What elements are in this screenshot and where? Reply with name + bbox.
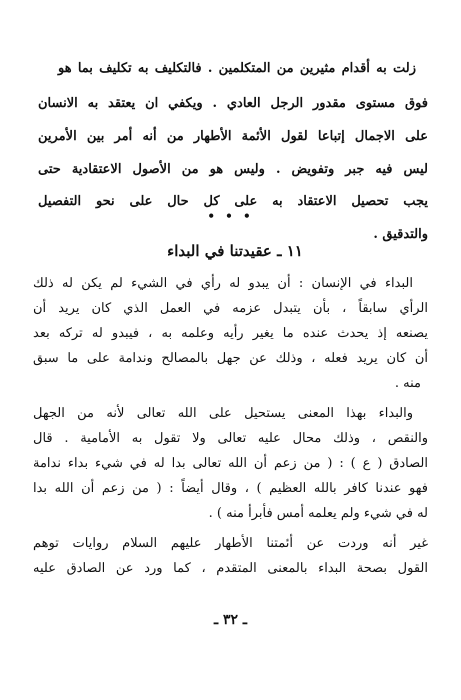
paragraph3-line3: الصادق ( ع ) : ( من زعم أن الله تعالى بدا له في شيء بداء ندامة <box>33 456 428 471</box>
paragraph1-line2: فوق مستوى مقدور الرجل العادي . ويكفي ان يعتقد به الانسان <box>38 96 428 111</box>
paragraph1-line1: زلت به أقدام مثيرين من المتكلمين . فالتكليف به تكليف بما هو <box>58 61 416 76</box>
paragraph1-line4: ليس فيه جبر وتفويض . وليس هو من الأصول الاعتقادية حتى <box>38 162 428 177</box>
paragraph2-line2: الرأي سابقاً ، بأن يتبدل عزمه في العمل الذي كان يريد أن <box>33 301 428 316</box>
page-number: ـ ٣٢ ـ <box>213 612 247 628</box>
paragraph4-line2: القول بصحة البداء بالمعنى المتقدم ، كما ورد عن الصادق عليه <box>33 561 428 576</box>
paragraph2-line1: البداء في الإنسان : أن يبدو له رأي في الشيء لم يكن له ذلك <box>33 276 413 291</box>
paragraph3-line5: له في شيء ولم يعلمه أمس فأبرأ منه ) . <box>208 506 428 521</box>
paragraph1-line3: على الاجمال إتباعا لقول الأئمة الأطهار من أنه أمر بين الأمرين <box>38 129 428 144</box>
paragraph3-line1: والبداء بهذا المعنى يستحيل على الله تعالى لأنه من الجهل <box>33 406 413 421</box>
section-separator: • • • <box>207 209 254 223</box>
paragraph2-line4: أن كان يريد فعله ، وذلك عن جهل بالمصالح وندامة على ما سبق <box>33 351 428 366</box>
paragraph3-line2: والنقص ، وذلك محال عليه تعالى ولا تقول به الأمامية . قال <box>33 431 428 446</box>
paragraph2-line3: يصنعه إذ يحدث عنده ما يغير رأيه وعلمه به ، فيبدو له تركه بعد <box>33 326 428 341</box>
paragraph1-line5: يجب تحصيل الاعتقاد به على كل حال على نحو التفصيل <box>38 194 428 209</box>
paragraph4-line1: غير أنه وردت عن أئمتنا الأطهار عليهم السلام روايات توهم <box>33 536 428 551</box>
paragraph1-line6: والتدقيق . <box>373 227 428 242</box>
paragraph3-line4: فهو عندنا كافر بالله العظيم ) ، وقال أيضاً : ( من زعم أن الله بدا <box>33 481 428 496</box>
section-heading: ١١ ـ عقيدتنا في البداء <box>167 242 303 260</box>
paragraph2-line5: منه . <box>394 376 421 391</box>
